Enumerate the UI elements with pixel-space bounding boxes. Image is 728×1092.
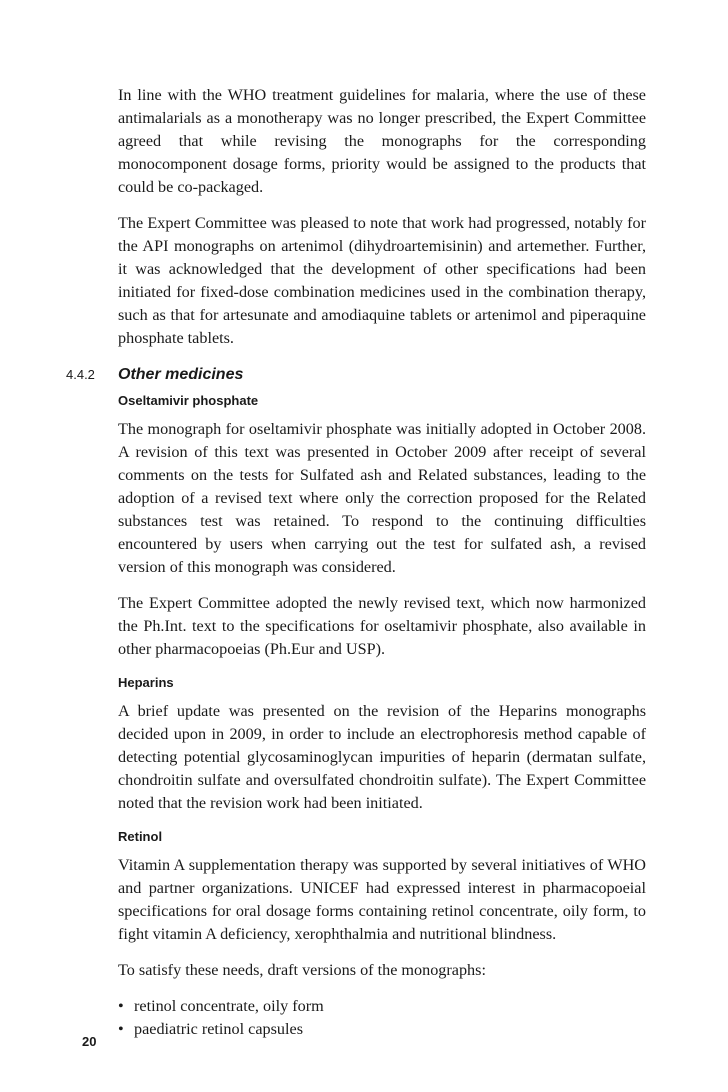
bullet-mark: •	[118, 997, 124, 1015]
retinol-bullet-list	[118, 995, 646, 1041]
subheading-retinol: Retinol	[118, 829, 163, 844]
subheading-oseltamivir: Oseltamivir phosphate	[118, 393, 259, 408]
oseltamivir-paragraph-1: The monograph for oseltamivir phosphate was initially adopted in October 2008. A revision of this text was presented in October 2009 after receipt of several comments on the tests for Sulfated ash and Related substances, leading to the adoption of a revised text where only the correction proposed for the Related substances test was retained. To respond to the continuing difficulties encountered by users when carrying out the test for sulfated ash, a revised version of this monograph was considered.	[118, 420, 646, 576]
page-number: 20	[82, 1034, 97, 1049]
section-heading	[66, 363, 646, 387]
bullet-text: retinol concentrate, oily form	[134, 997, 324, 1015]
section-title: Other medicines	[118, 366, 244, 383]
subheading-heparins: Heparins	[118, 675, 174, 690]
bullet-item	[118, 1018, 646, 1041]
intro-paragraph-2: The Expert Committee was pleased to note that work had progressed, notably for the API monographs on artenimol (dihydroartemisinin) and artemether. Further, it was acknowledged that the development of other specifications had been initiated for fixed-dose combination medicines used in the combination therapy, such as that for artesunate and amodiaquine tablets or artenimol and piperaquine phosphate tablets.	[118, 214, 646, 347]
retinol-paragraph-2: To satisfy these needs, draft versions of the monographs:	[118, 961, 486, 979]
page-content	[66, 84, 646, 1041]
heparins-paragraph-1: A brief update was presented on the revision of the Heparins monographs decided upon in 2009, in order to include an electrophoresis method capable of detecting potential glycosaminoglycan impurities of heparin (dermatan sulfate, chondroitin sulfate and oversulfated chondroitin sulfate). The Expert Committee noted that the revision work had been initiated.	[118, 702, 646, 812]
bullet-mark: •	[118, 1020, 124, 1038]
section-number: 4.4.2	[66, 367, 95, 382]
bullet-item	[118, 995, 646, 1018]
bullet-text: paediatric retinol capsules	[134, 1020, 303, 1038]
intro-paragraph-1: In line with the WHO treatment guidelines for malaria, where the use of these antimalarials as a monotherapy was no longer prescribed, the Expert Committee agreed that while revising the monographs for the corresponding monocomponent dosage forms, priority would be assigned to the products that could be co-packaged.	[118, 86, 646, 196]
retinol-paragraph-1: Vitamin A supplementation therapy was supported by several initiatives of WHO and partner organizations. UNICEF had expressed interest in pharmacopoeial specifications for oral dosage forms containing retinol concentrate, oily form, to fight vitamin A deficiency, xerophthalmia and nutritional blindness.	[118, 856, 646, 943]
oseltamivir-paragraph-2: The Expert Committee adopted the newly revised text, which now harmonized the Ph.Int. text to the specifications for oseltamivir phosphate, also available in other pharmacopoeias (Ph.Eur and USP).	[118, 594, 646, 658]
